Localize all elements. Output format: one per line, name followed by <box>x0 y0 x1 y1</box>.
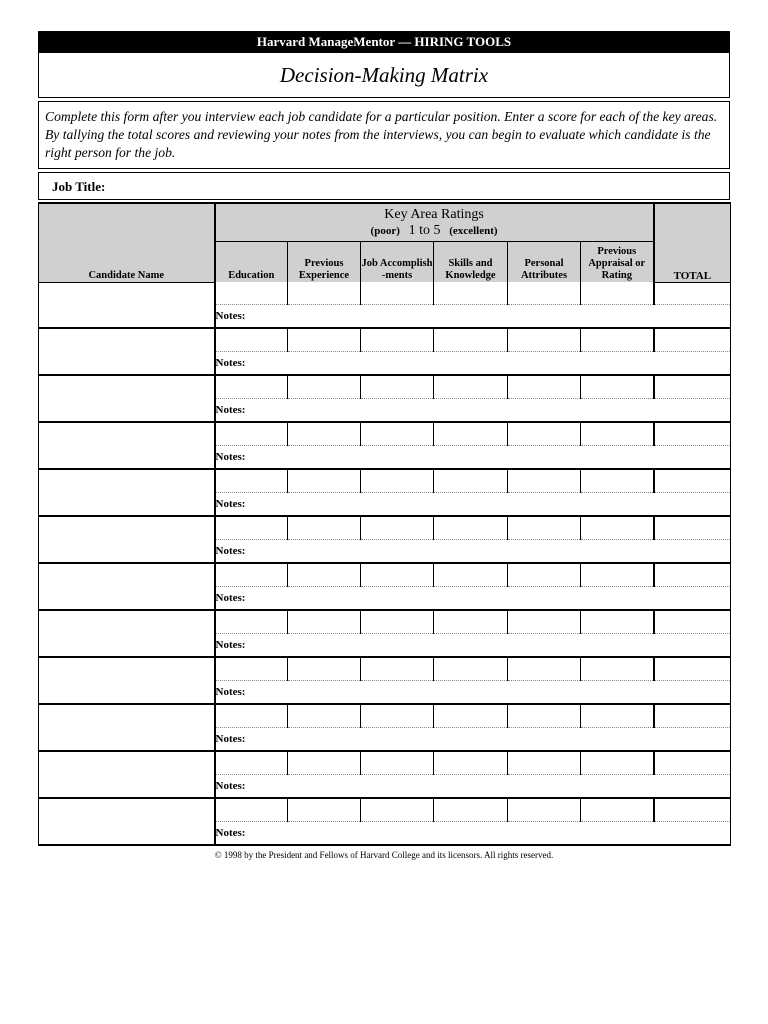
score-cell[interactable] <box>434 375 508 399</box>
instructions-text: Complete this form after you interview each job candidate for a particular position. Enter a score for each of the key areas. By tallying the total scores and reviewing your notes from the interviews, you can begin to evaluate which candidate is the right person for the job. <box>38 101 730 169</box>
notes-label: Notes: <box>215 310 246 322</box>
candidate-row <box>39 328 731 352</box>
score-cell[interactable] <box>215 469 288 493</box>
score-cell[interactable] <box>215 657 288 681</box>
candidate-name-cell[interactable] <box>39 516 215 563</box>
notes-label: Notes: <box>215 592 246 604</box>
notes-cell[interactable] <box>215 822 731 846</box>
total-cell[interactable] <box>654 610 731 634</box>
notes-cell[interactable] <box>215 634 731 658</box>
copyright-footer: © 1998 by the President and Fellows of Harvard College and its licensors. All rights reserved. <box>214 850 554 860</box>
score-cell[interactable] <box>361 282 434 305</box>
total-cell[interactable] <box>654 282 731 305</box>
notes-label: Notes: <box>215 451 246 463</box>
candidate-row <box>39 798 731 822</box>
notes-cell[interactable] <box>215 587 731 611</box>
candidate-name-cell[interactable] <box>39 328 215 375</box>
notes-label: Notes: <box>215 357 246 369</box>
notes-cell[interactable] <box>215 305 731 329</box>
score-cell[interactable] <box>215 798 288 822</box>
score-cell[interactable] <box>288 704 361 728</box>
total-cell[interactable] <box>654 328 731 352</box>
score-cell[interactable] <box>361 798 434 822</box>
tool-banner: Harvard ManageMentor — HIRING TOOLS <box>38 31 730 53</box>
scale-low: (poor) <box>370 224 400 237</box>
score-cell[interactable] <box>434 798 508 822</box>
score-cell[interactable] <box>288 610 361 634</box>
decision-matrix-form <box>38 31 730 846</box>
notes-label: Notes: <box>215 827 246 839</box>
notes-cell[interactable] <box>215 681 731 705</box>
score-cell[interactable] <box>581 751 654 775</box>
score-cell[interactable] <box>215 704 288 728</box>
score-cell[interactable] <box>508 657 581 681</box>
score-cell[interactable] <box>288 516 361 540</box>
score-cell[interactable] <box>508 751 581 775</box>
candidate-row <box>39 704 731 728</box>
candidate-name-cell[interactable] <box>39 375 215 422</box>
candidate-row <box>39 516 731 540</box>
score-cell[interactable] <box>215 610 288 634</box>
score-cell[interactable] <box>434 282 508 305</box>
notes-cell[interactable] <box>215 493 731 517</box>
score-cell[interactable] <box>434 516 508 540</box>
score-cell[interactable] <box>434 610 508 634</box>
notes-cell[interactable] <box>215 728 731 752</box>
score-cell[interactable] <box>581 282 654 305</box>
score-cell[interactable] <box>361 516 434 540</box>
key-area-column-header: Job Accomplish -ments <box>361 242 434 283</box>
score-cell[interactable] <box>288 469 361 493</box>
ratings-table <box>38 202 731 846</box>
score-cell[interactable] <box>581 328 654 352</box>
score-cell[interactable] <box>361 704 434 728</box>
candidate-row <box>39 422 731 446</box>
scale-range: 1 to 5 <box>408 222 441 238</box>
key-area-column-header: Personal Attributes <box>508 242 581 283</box>
notes-cell[interactable] <box>215 775 731 799</box>
candidate-name-cell[interactable] <box>39 610 215 657</box>
score-cell[interactable] <box>288 422 361 446</box>
score-cell[interactable] <box>434 704 508 728</box>
key-area-column-header: Previous Appraisal or Rating <box>581 242 654 283</box>
score-cell[interactable] <box>508 328 581 352</box>
score-cell[interactable] <box>581 610 654 634</box>
score-cell[interactable] <box>508 516 581 540</box>
candidate-row <box>39 610 731 634</box>
candidate-row <box>39 657 731 681</box>
scale-high: (excellent) <box>449 224 498 237</box>
score-cell[interactable] <box>288 375 361 399</box>
notes-cell[interactable] <box>215 446 731 470</box>
score-cell[interactable] <box>581 516 654 540</box>
notes-cell[interactable] <box>215 540 731 564</box>
score-cell[interactable] <box>508 469 581 493</box>
score-cell[interactable] <box>361 563 434 587</box>
candidate-name-cell[interactable] <box>39 704 215 751</box>
score-cell[interactable] <box>434 751 508 775</box>
total-cell[interactable] <box>654 798 731 822</box>
notes-cell[interactable] <box>215 352 731 376</box>
total-cell[interactable] <box>654 704 731 728</box>
notes-label: Notes: <box>215 404 246 416</box>
score-cell[interactable] <box>508 798 581 822</box>
score-cell[interactable] <box>288 328 361 352</box>
key-area-ratings-header <box>215 203 654 242</box>
score-cell[interactable] <box>581 375 654 399</box>
total-cell[interactable] <box>654 516 731 540</box>
score-cell[interactable] <box>508 422 581 446</box>
score-cell[interactable] <box>434 657 508 681</box>
candidate-name-cell[interactable] <box>39 657 215 704</box>
score-cell[interactable] <box>434 328 508 352</box>
page-title: Decision-Making Matrix <box>38 53 730 98</box>
total-cell[interactable] <box>654 563 731 587</box>
score-cell[interactable] <box>434 563 508 587</box>
score-cell[interactable] <box>361 751 434 775</box>
score-cell[interactable] <box>361 469 434 493</box>
notes-label: Notes: <box>215 780 246 792</box>
score-cell[interactable] <box>581 657 654 681</box>
key-area-column-header: Previous Experience <box>288 242 361 283</box>
score-cell[interactable] <box>215 422 288 446</box>
score-cell[interactable] <box>361 422 434 446</box>
score-cell[interactable] <box>361 328 434 352</box>
score-cell[interactable] <box>581 798 654 822</box>
candidate-row <box>39 375 731 399</box>
candidate-name-cell[interactable] <box>39 469 215 516</box>
candidate-name-cell[interactable] <box>39 282 215 328</box>
rating-scale <box>216 223 653 239</box>
score-cell[interactable] <box>215 751 288 775</box>
total-cell[interactable] <box>654 375 731 399</box>
candidate-name-cell[interactable] <box>39 422 215 469</box>
key-area-title: Key Area Ratings <box>384 206 484 222</box>
score-cell[interactable] <box>508 704 581 728</box>
candidate-name-header: Candidate Name <box>39 203 215 282</box>
candidate-row <box>39 469 731 493</box>
score-cell[interactable] <box>581 422 654 446</box>
score-cell[interactable] <box>508 563 581 587</box>
candidate-row <box>39 282 731 305</box>
score-cell[interactable] <box>361 375 434 399</box>
total-cell[interactable] <box>654 657 731 681</box>
job-title-label: Job Title: <box>52 179 106 194</box>
score-cell[interactable] <box>288 282 361 305</box>
total-cell[interactable] <box>654 751 731 775</box>
score-cell[interactable] <box>215 516 288 540</box>
notes-label: Notes: <box>215 545 246 557</box>
score-cell[interactable] <box>215 375 288 399</box>
score-cell[interactable] <box>288 563 361 587</box>
candidate-name-cell[interactable] <box>39 751 215 798</box>
score-cell[interactable] <box>288 798 361 822</box>
candidate-name-cell[interactable] <box>39 798 215 845</box>
score-cell[interactable] <box>361 610 434 634</box>
candidate-row <box>39 563 731 587</box>
notes-cell[interactable] <box>215 399 731 423</box>
score-cell[interactable] <box>508 375 581 399</box>
total-cell[interactable] <box>654 422 731 446</box>
score-cell[interactable] <box>434 422 508 446</box>
score-cell[interactable] <box>508 282 581 305</box>
key-area-column-header: Education <box>215 242 288 283</box>
key-area-column-header: Skills and Knowledge <box>434 242 508 283</box>
job-title-field[interactable] <box>38 172 730 200</box>
score-cell[interactable] <box>361 657 434 681</box>
total-header: TOTAL <box>654 203 731 282</box>
score-cell[interactable] <box>215 563 288 587</box>
notes-label: Notes: <box>215 639 246 651</box>
candidate-row <box>39 751 731 775</box>
notes-label: Notes: <box>215 498 246 510</box>
notes-label: Notes: <box>215 686 246 698</box>
score-cell[interactable] <box>215 328 288 352</box>
score-cell[interactable] <box>288 751 361 775</box>
candidate-name-cell[interactable] <box>39 563 215 610</box>
total-cell[interactable] <box>654 469 731 493</box>
score-cell[interactable] <box>581 469 654 493</box>
notes-label: Notes: <box>215 733 246 745</box>
score-cell[interactable] <box>215 282 288 305</box>
score-cell[interactable] <box>288 657 361 681</box>
score-cell[interactable] <box>581 563 654 587</box>
score-cell[interactable] <box>508 610 581 634</box>
score-cell[interactable] <box>581 704 654 728</box>
score-cell[interactable] <box>434 469 508 493</box>
